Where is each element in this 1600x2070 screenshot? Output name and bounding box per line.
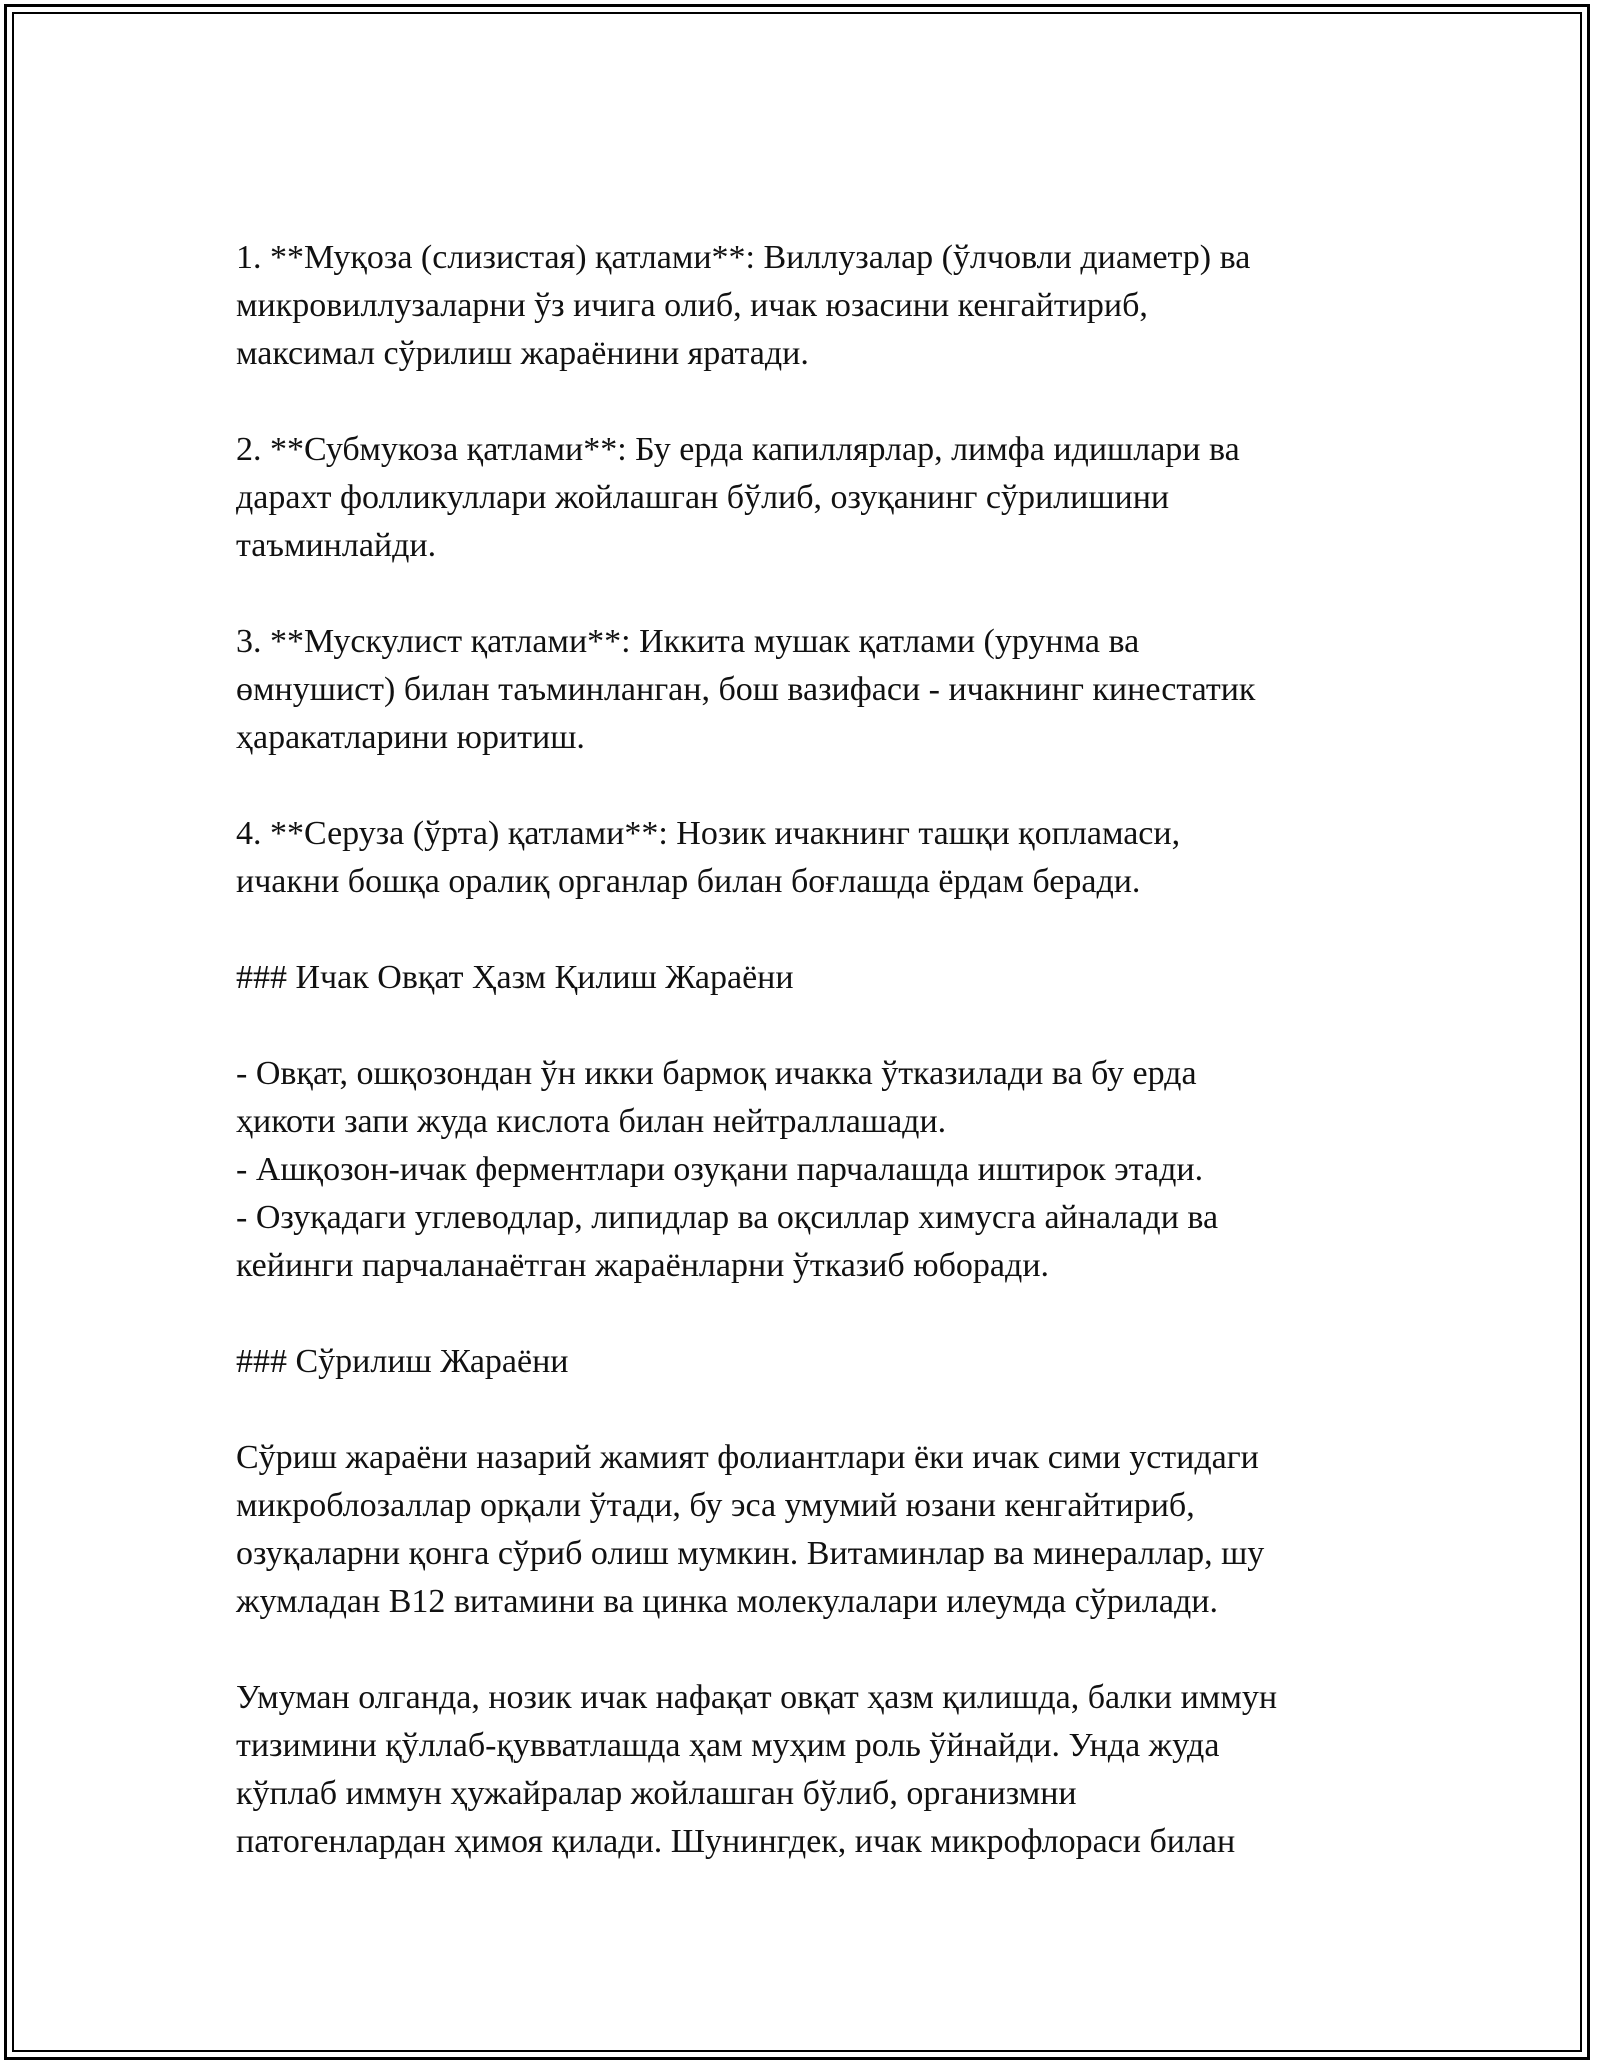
text-line: дарахт фолликуллари жойлашган бўлиб, озуқанинг сўрилишини xyxy=(236,479,1170,516)
text-line: кўплаб иммун ҳужайралар жойлашган бўлиб, организмни xyxy=(236,1775,1077,1812)
section-heading-digestion xyxy=(236,954,1396,1002)
text-line: 3. **Мускулист қатлами**: Иккита мушак қатлами (урунма ва xyxy=(236,623,1140,660)
text-line: ҳаракатларини юритиш. xyxy=(236,719,585,756)
text-line: микроблозаллар орқали ўтади, бу эса умумий юзани кенгайтириб, xyxy=(236,1487,1195,1524)
paragraph-absorption xyxy=(236,1434,1396,1626)
text-line: патогенлардан ҳимоя қилади. Шунингдек, ичак микрофлораси билан xyxy=(236,1823,1236,1860)
text-line: 4. **Серуза (ўрта) қатлами**: Нозик ичакнинг ташқи қопламаси, xyxy=(236,815,1181,852)
bullet-list-digestion xyxy=(236,1050,1396,1290)
heading-text: ### Ичак Овқат Ҳазм Қилиш Жараёни xyxy=(236,959,794,996)
list-item-submucosa xyxy=(236,426,1396,570)
text-line: ичакни бошқа оралиқ органлар билан боғлашда ёрдам беради. xyxy=(236,863,1141,900)
document-body xyxy=(236,234,1396,1914)
text-line: жумладан B12 витамини ва цинка молекулалари илеумда сўрилади. xyxy=(236,1583,1218,1620)
text-line: Умуман олганда, нозик ичак нафақат овқат ҳазм қилишда, балки иммун xyxy=(236,1679,1278,1716)
text-line: таъминлайди. xyxy=(236,527,437,564)
list-line: - Ашқозон-ичак ферментлари озуқани парчалашда иштирок этади. xyxy=(236,1151,1204,1188)
list-line: кейинги парчаланаётган жараёнларни ўтказиб юборади. xyxy=(236,1247,1050,1284)
list-item-muscular xyxy=(236,618,1396,762)
text-line: өмнушист) билан таъминланган, бош вазифаси - ичакнинг кинестатик xyxy=(236,671,1256,708)
text-line: 2. **Субмукоза қатлами**: Бу ерда капиллярлар, лимфа идишлари ва xyxy=(236,431,1240,468)
list-item-serosa xyxy=(236,810,1396,906)
section-heading-absorption xyxy=(236,1338,1396,1386)
list-line: - Овқат, ошқозондан ўн икки бармоқ ичакка ўтказилади ва бу ерда xyxy=(236,1055,1197,1092)
text-line: 1. **Муқоза (слизистая) қатлами**: Виллузалар (ўлчовли диаметр) ва xyxy=(236,239,1251,276)
list-line: - Озуқадаги углеводлар, липидлар ва оқсиллар химусга айналади ва xyxy=(236,1199,1219,1236)
text-line: озуқаларни қонга сўриб олиш мумкин. Витаминлар ва минераллар, шу xyxy=(236,1535,1265,1572)
text-line: тизимини қўллаб-қувватлашда ҳам муҳим роль ўйнайди. Унда жуда xyxy=(236,1727,1220,1764)
list-item-mucosa xyxy=(236,234,1396,378)
list-line: ҳикоти запи жуда кислота билан нейтраллашади. xyxy=(236,1103,947,1140)
text-line: максимал сўрилиш жараёнини яратади. xyxy=(236,335,809,372)
text-line: Сўриш жараёни назарий жамият фолиантлари ёки ичак сими устидаги xyxy=(236,1439,1259,1476)
paragraph-summary xyxy=(236,1674,1396,1866)
text-line: микровиллузаларни ўз ичига олиб, ичак юзасини кенгайтириб, xyxy=(236,287,1148,324)
heading-text: ### Сўрилиш Жараёни xyxy=(236,1343,569,1380)
